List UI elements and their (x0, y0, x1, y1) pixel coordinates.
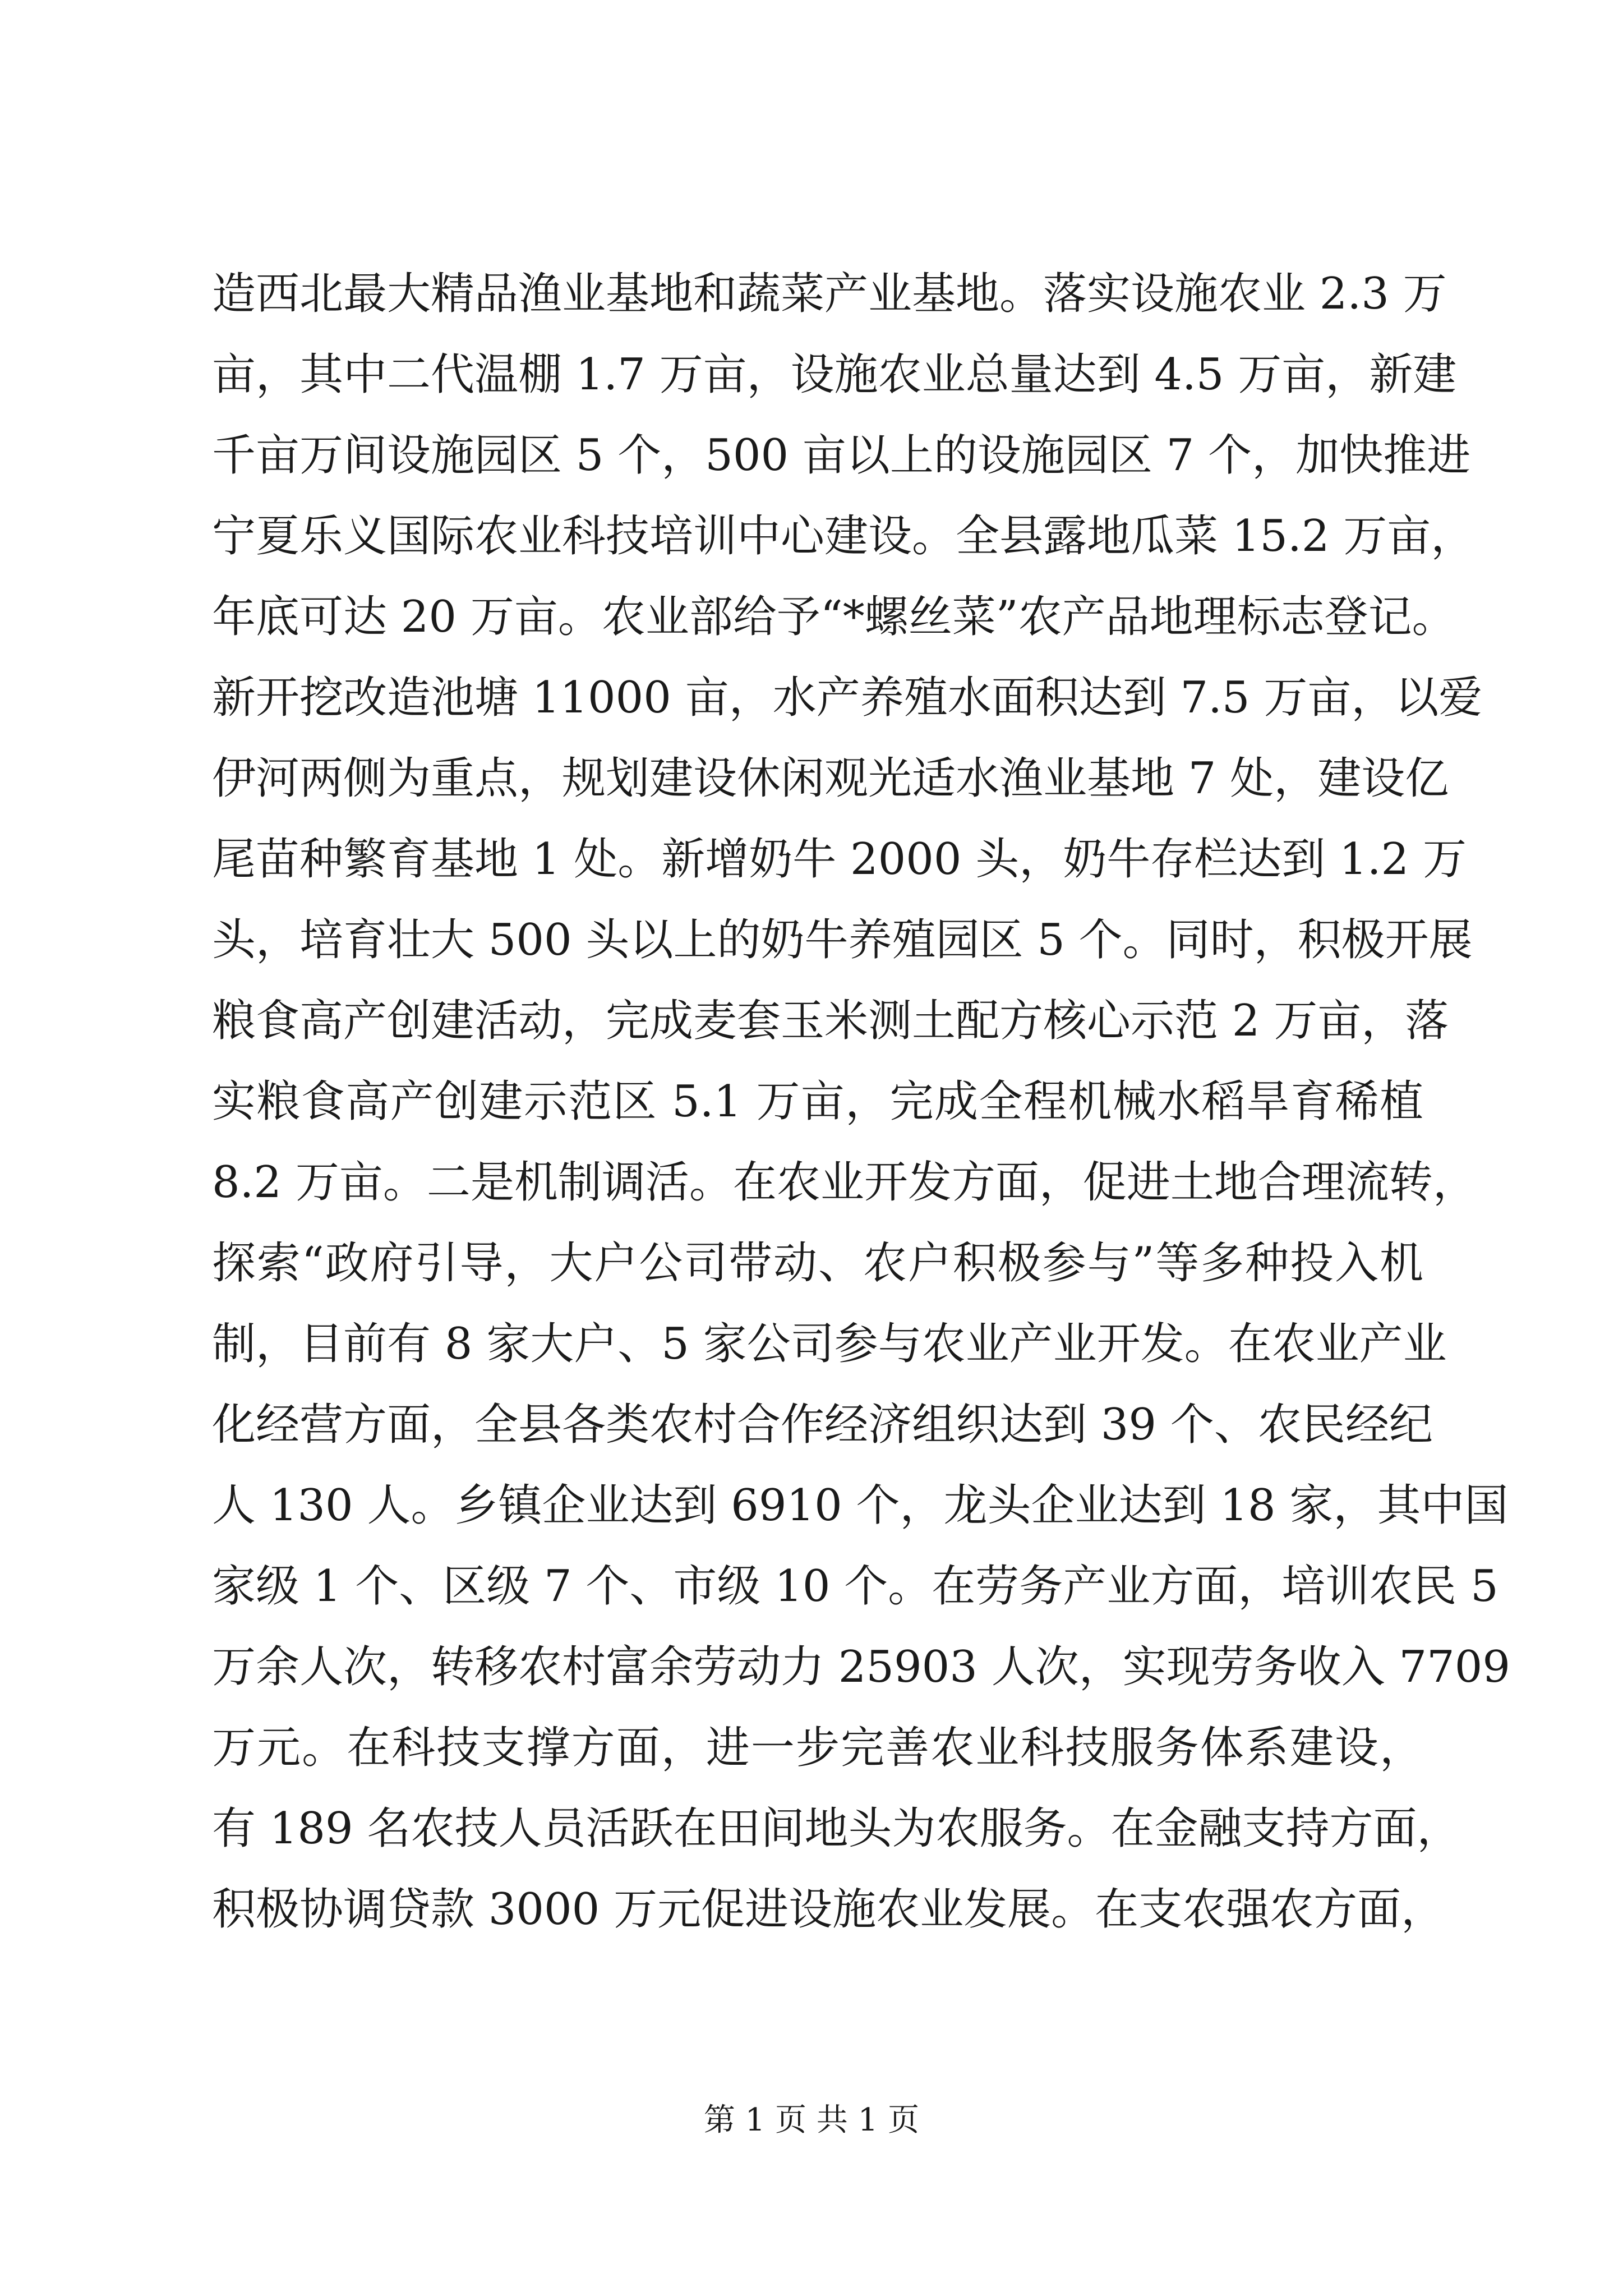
text-line: 年底可达 20 万亩。农业部给予“*螺丝菜”农产品地理标志登记。 (212, 592, 1456, 642)
text-line: 万余人次，转移农村富余劳动力 25903 人次，实现劳务收入 7709 (212, 1642, 1511, 1692)
text-line: 积极协调贷款 3000 万元促进设施农业发展。在支农强农方面， (212, 1884, 1445, 1935)
body-text (212, 254, 1511, 1950)
text-line: 亩，其中二代温棚 1.7 万亩，设施农业总量达到 4.5 万亩，新建 (212, 349, 1457, 400)
text-line: 有 189 名农技人员活跃在田间地头为农服务。在金融支持方面， (212, 1803, 1461, 1854)
text-line: 伊河两侧为重点，规划建设休闲观光适水渔业基地 7 处，建设亿 (212, 753, 1449, 804)
text-line: 粮食高产创建活动，完成麦套玉米测土配方核心示范 2 万亩，落 (212, 996, 1449, 1046)
text-line: 8.2 万亩。二是机制调活。在农业开发方面，促进土地合理流转， (212, 1157, 1477, 1208)
text-line: 尾苗种繁育基地 1 处。新增奶牛 2000 头，奶牛存栏达到 1.2 万 (212, 834, 1467, 885)
text-line: 千亩万间设施园区 5 个，500 亩以上的设施园区 7 个，加快推进 (212, 430, 1471, 481)
text-line: 实粮食高产创建示范区 5.1 万亩，完成全程机械水稻旱育稀植 (212, 1076, 1423, 1127)
text-line: 新开挖改造池塘 11000 亩，水产养殖水面积达到 7.5 万亩，以爱 (212, 673, 1483, 723)
text-line: 万元。在科技支撑方面，进一步完善农业科技服务体系建设， (212, 1723, 1423, 1773)
text-line: 造西北最大精品渔业基地和蔬菜产业基地。落实设施农业 2.3 万 (212, 269, 1447, 319)
text-line: 探索“政府引导，大户公司带动、农户积极参与”等多种投入机 (212, 1238, 1423, 1289)
text-line: 宁夏乐义国际农业科技培训中心建设。全县露地瓜菜 15.2 万亩， (212, 511, 1475, 562)
text-line: 头，培育壮大 500 头以上的奶牛养殖园区 5 个。同时，积极开展 (212, 915, 1473, 965)
text-line: 化经营方面，全县各类农村合作经济组织达到 39 个、农民经纪 (212, 1400, 1433, 1450)
text-line: 家级 1 个、区级 7 个、市级 10 个。在劳务产业方面，培训农民 5 (212, 1561, 1498, 1612)
page-footer: 第 1 页 共 1 页 (703, 2102, 920, 2138)
text-line: 人 130 人。乡镇企业达到 6910 个，龙头企业达到 18 家，其中国 (212, 1480, 1509, 1531)
text-line: 制，目前有 8 家大户、5 家公司参与农业产业开发。在农业产业 (212, 1319, 1447, 1369)
